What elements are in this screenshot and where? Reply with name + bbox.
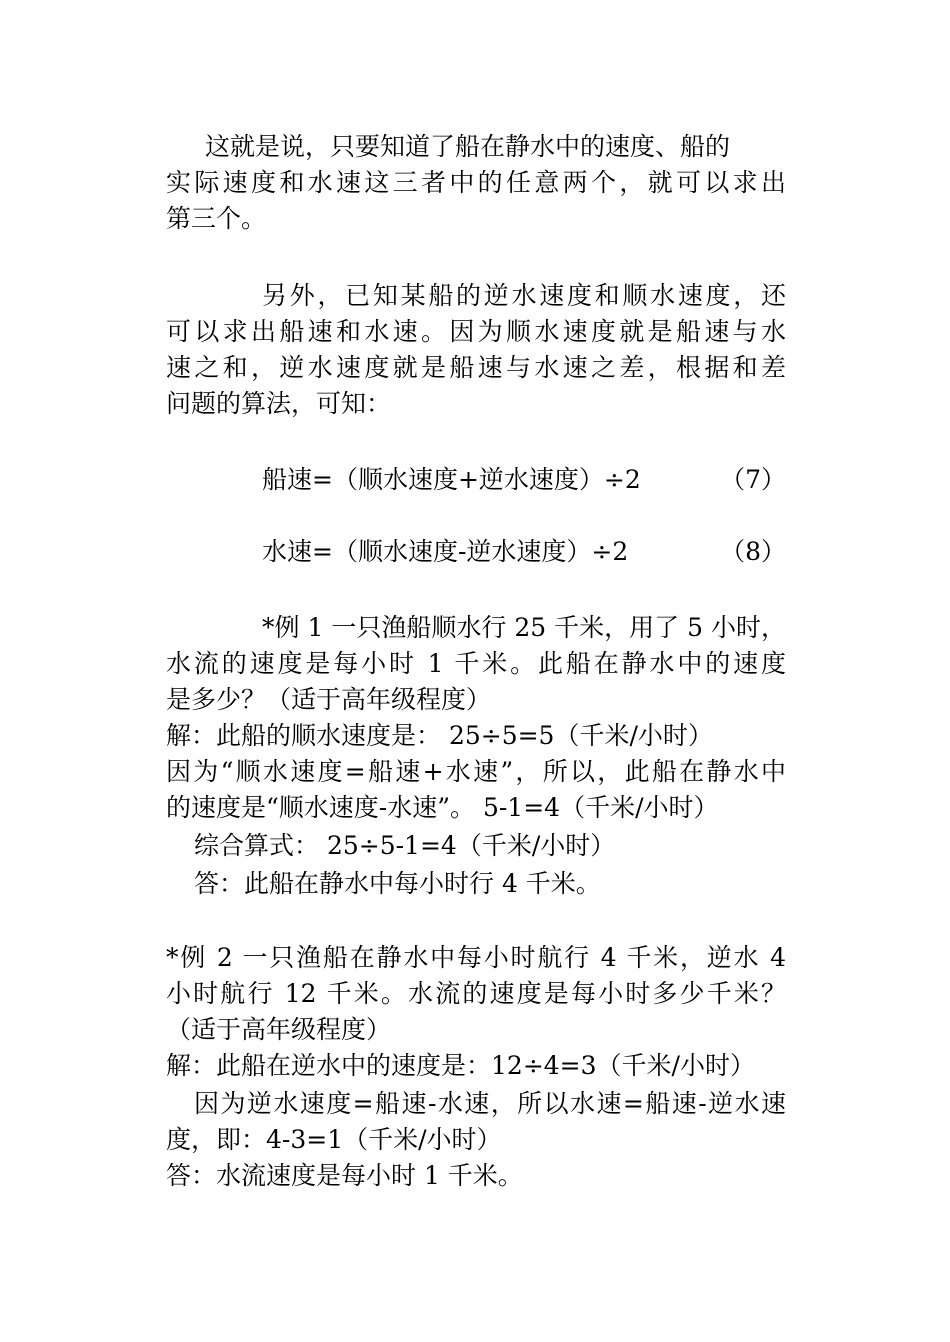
paragraph-2-line-4: 问题的算法，可知： [166, 389, 392, 418]
example-1-line-5: 因为“顺水速度=船速+水速”，所以，此船在静水中 [166, 757, 786, 786]
example-1-line-8: 答：此船在静水中每小时行 4 千米。 [194, 869, 601, 898]
formula-7-text: 船速=（顺水速度+逆水速度）÷2 [262, 465, 641, 494]
paragraph-2-line-2: 可以求出船速和水速。因为顺水速度就是船速与水 [166, 317, 786, 346]
example-2-line-5: 因为逆水速度=船速-水速，所以水速=船速-逆水速 [194, 1089, 786, 1118]
formula-8-label: （8） [720, 537, 786, 566]
example-1-line-6: 的速度是“顺水速度-水速”。 5-1=4（千米/小时） [166, 793, 719, 822]
formula-8 [262, 534, 786, 570]
paragraph-1-line-1: 这就是说，只要知道了船在静水中的速度、船的 [205, 132, 731, 161]
paragraph-1-line-2: 实际速度和水速这三者中的任意两个，就可以求出 [166, 168, 786, 197]
formula-7-label: （7） [720, 465, 786, 494]
example-2-line-2: 小时航行 12 千米。水流的速度是每小时多少千米？ [166, 979, 786, 1008]
paragraph-2-line-1: 另外，已知某船的逆水速度和顺水速度，还 [262, 281, 786, 310]
example-2-line-6: 度，即：4-3=1（千米/小时） [166, 1125, 502, 1154]
example-1-line-7: 综合算式： 25÷5-1=4（千米/小时） [194, 831, 616, 860]
paragraph-1-line-3: 第三个。 [166, 204, 267, 233]
example-1-line-3: 是多少？（适于高年级程度） [166, 685, 492, 714]
example-1-line-2: 水流的速度是每小时 1 千米。此船在静水中的速度 [166, 649, 786, 678]
example-1-line-1: *例 1 一只渔船顺水行 25 千米，用了 5 小时， [262, 613, 786, 642]
example-1-line-4: 解：此船的顺水速度是： 25÷5=5（千米/小时） [166, 721, 713, 750]
example-2-line-3: （适于高年级程度） [166, 1015, 392, 1044]
example-2-line-4: 解：此船在逆水中的速度是：12÷4=3（千米/小时） [166, 1051, 755, 1080]
example-2-line-7: 答：水流速度是每小时 1 千米。 [166, 1161, 523, 1190]
example-2-line-1: *例 2 一只渔船在静水中每小时航行 4 千米，逆水 4 [166, 943, 786, 972]
formula-7 [262, 462, 786, 498]
formula-8-text: 水速=（顺水速度-逆水速度）÷2 [262, 537, 629, 566]
paragraph-2-line-3: 速之和，逆水速度就是船速与水速之差，根据和差 [166, 353, 786, 382]
